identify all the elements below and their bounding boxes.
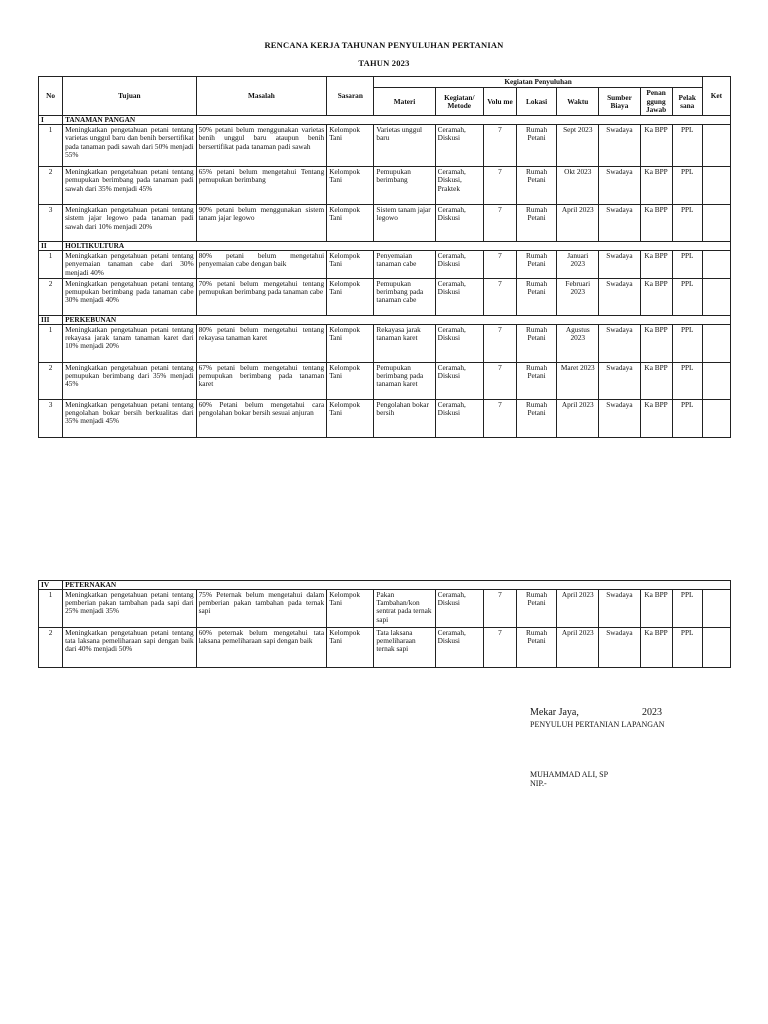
row-number: 2 [39, 167, 63, 205]
header-volume: Volu me [483, 88, 516, 116]
sasaran-cell: Kelompok Tani [327, 399, 374, 437]
header-masalah: Masalah [196, 77, 327, 116]
waktu-cell: April 2023 [557, 628, 599, 668]
table-row [39, 362, 731, 399]
masalah-cell: 90% petani belum menggunakan sistem tanam jajar legowo [196, 205, 327, 242]
masalah-cell: 60% Petani belum mengetahui cara pengolahan bokar bersih sesuai anjuran [196, 399, 327, 437]
pelaksana-cell: PPL [672, 251, 702, 279]
materi-cell: Pemupukan berimbang pada tanaman karet [374, 362, 435, 399]
penanggung-jawab-cell: Ka BPP [640, 399, 672, 437]
signature-role: PENYULUH PERTANIAN LAPANGAN [530, 720, 665, 729]
waktu-cell: Sept 2023 [557, 125, 599, 167]
metode-cell: Ceramah, Diskusi [435, 628, 483, 668]
sasaran-cell: Kelompok Tani [327, 362, 374, 399]
metode-cell: Ceramah, Diskusi [435, 324, 483, 362]
tujuan-cell: Meningkatkan pengetahuan petani tentang pemupukan berimbang dari 35% menjadi 45% [63, 362, 197, 399]
volume-cell: 7 [483, 362, 516, 399]
masalah-cell: 50% petani belum menggunakan varietas benih unggul baru ataupun benih bersertifikat pada tanaman padi sawah [196, 125, 327, 167]
sumber-biaya-cell: Swadaya [599, 278, 640, 315]
pelaksana-cell: PPL [672, 125, 702, 167]
metode-cell: Ceramah, Diskusi [435, 251, 483, 279]
table-row [39, 205, 731, 242]
penanggung-jawab-cell: Ka BPP [640, 251, 672, 279]
header-metode: Kegiatan/ Metode [435, 88, 483, 116]
materi-cell: Pakan Tambahan/kon sentrat pada ternak sapi [374, 590, 435, 628]
volume-cell: 7 [483, 399, 516, 437]
row-number: 2 [39, 362, 63, 399]
table-row [39, 125, 731, 167]
masalah-cell: 70% petani belum mengetahui tentang pemupukan berimbang pada tanaman cabe [196, 278, 327, 315]
volume-cell: 7 [483, 205, 516, 242]
lokasi-cell: Rumah Petani [517, 399, 557, 437]
header-penanggung-jawab: Penan ggung Jawab [640, 88, 672, 116]
header-tujuan: Tujuan [63, 77, 197, 116]
section-number: II [39, 242, 63, 251]
section-number: I [39, 116, 63, 125]
ket-cell [702, 324, 730, 362]
header-no: No [39, 77, 63, 116]
volume-cell: 7 [483, 590, 516, 628]
sasaran-cell: Kelompok Tani [327, 125, 374, 167]
ket-cell [702, 399, 730, 437]
waktu-cell: Agustus 2023 [557, 324, 599, 362]
masalah-cell: 80% petani belum mengetahui penyemaian cabe dengan baik [196, 251, 327, 279]
signature-place: Mekar Jaya, [530, 707, 579, 718]
table-row [39, 590, 731, 628]
row-number: 3 [39, 205, 63, 242]
volume-cell: 7 [483, 167, 516, 205]
header-kegiatan-penyuluhan: Kegiatan Penyuluhan [374, 77, 702, 88]
pelaksana-cell: PPL [672, 167, 702, 205]
waktu-cell: April 2023 [557, 399, 599, 437]
section-row [39, 315, 731, 324]
signature-name: MUHAMMAD ALI, SP [530, 770, 609, 779]
signature-nip: NIP.- [530, 779, 547, 788]
ket-cell [702, 125, 730, 167]
ket-cell [702, 590, 730, 628]
metode-cell: Ceramah, Diskusi [435, 125, 483, 167]
table-row [39, 278, 731, 315]
row-number: 3 [39, 399, 63, 437]
row-number: 1 [39, 324, 63, 362]
row-number: 2 [39, 628, 63, 668]
document-year: TAHUN 2023 [358, 58, 410, 68]
pelaksana-cell: PPL [672, 399, 702, 437]
table-row [39, 167, 731, 205]
sumber-biaya-cell: Swadaya [599, 362, 640, 399]
metode-cell: Ceramah, Diskusi [435, 362, 483, 399]
masalah-cell: 80% petani belum mengetahui tentang rekayasa tanaman karet [196, 324, 327, 362]
materi-cell: Tata laksana pemeliharaan ternak sapi [374, 628, 435, 668]
lokasi-cell: Rumah Petani [517, 324, 557, 362]
materi-cell: Pengolahan bokar bersih [374, 399, 435, 437]
penanggung-jawab-cell: Ka BPP [640, 590, 672, 628]
table-row [39, 324, 731, 362]
metode-cell: Ceramah, Diskusi [435, 278, 483, 315]
penanggung-jawab-cell: Ka BPP [640, 324, 672, 362]
sumber-biaya-cell: Swadaya [599, 125, 640, 167]
lokasi-cell: Rumah Petani [517, 278, 557, 315]
materi-cell: Pemupukan berimbang [374, 167, 435, 205]
tujuan-cell: Meningkatkan pengetahuan petani tentang pemupukan berimbang pada tanaman cabe 30% menjadi 40% [63, 278, 197, 315]
waktu-cell: Okt 2023 [557, 167, 599, 205]
penanggung-jawab-cell: Ka BPP [640, 362, 672, 399]
header-sumber-biaya: Sumber Biaya [599, 88, 640, 116]
penanggung-jawab-cell: Ka BPP [640, 205, 672, 242]
sasaran-cell: Kelompok Tani [327, 590, 374, 628]
section-name: PERKEBUNAN [63, 315, 731, 324]
pelaksana-cell: PPL [672, 590, 702, 628]
pelaksana-cell: PPL [672, 278, 702, 315]
volume-cell: 7 [483, 125, 516, 167]
tujuan-cell: Meningkatkan pengetahuan petani tentang pengolahan bokar bersih berkualitas dari 35% menjadi 45% [63, 399, 197, 437]
metode-cell: Ceramah, Diskusi [435, 399, 483, 437]
masalah-cell: 60% peternak belum mengetahui tata laksana pemeliharaan sapi dengan baik [196, 628, 327, 668]
row-number: 1 [39, 590, 63, 628]
metode-cell: Ceramah, Diskusi [435, 205, 483, 242]
sumber-biaya-cell: Swadaya [599, 167, 640, 205]
header-waktu: Waktu [557, 88, 599, 116]
metode-cell: Ceramah, Diskusi [435, 590, 483, 628]
volume-cell: 7 [483, 324, 516, 362]
materi-cell: Rekayasa jarak tanaman karet [374, 324, 435, 362]
lokasi-cell: Rumah Petani [517, 205, 557, 242]
pelaksana-cell: PPL [672, 205, 702, 242]
sasaran-cell: Kelompok Tani [327, 628, 374, 668]
penanggung-jawab-cell: Ka BPP [640, 628, 672, 668]
header-ket: Ket [702, 77, 730, 116]
section-row [39, 581, 731, 590]
sasaran-cell: Kelompok Tani [327, 324, 374, 362]
masalah-cell: 67% petani belum mengetahui tentang pemupukan berimbang pada tanaman karet [196, 362, 327, 399]
sasaran-cell: Kelompok Tani [327, 251, 374, 279]
section-row [39, 242, 731, 251]
ket-cell [702, 278, 730, 315]
sumber-biaya-cell: Swadaya [599, 399, 640, 437]
sumber-biaya-cell: Swadaya [599, 628, 640, 668]
work-plan-table-continued [38, 580, 731, 668]
work-plan-table [38, 76, 731, 438]
tujuan-cell: Meningkatkan pengetahuan petani tentang tata laksana pemeliharaan sapi dengan baik dari 40% menjadi 50% [63, 628, 197, 668]
pelaksana-cell: PPL [672, 362, 702, 399]
sasaran-cell: Kelompok Tani [327, 167, 374, 205]
lokasi-cell: Rumah Petani [517, 362, 557, 399]
volume-cell: 7 [483, 278, 516, 315]
section-name: PETERNAKAN [63, 581, 731, 590]
section-name: HOLTIKULTURA [63, 242, 731, 251]
header-lokasi: Lokasi [517, 88, 557, 116]
metode-cell: Ceramah, Diskusi, Praktek [435, 167, 483, 205]
lokasi-cell: Rumah Petani [516, 628, 556, 668]
header-materi: Materi [374, 88, 435, 116]
tujuan-cell: Meningkatkan pengetahuan petani tentang pemupukan berimbang pada tanaman padi sawah dari 35% menjadi 45% [63, 167, 197, 205]
pelaksana-cell: PPL [672, 628, 702, 668]
tujuan-cell: Meningkatkan pengetahuan petani tentang varietas unggul baru dan benih bersertifikat pada tanaman padi sawah dari 50% menjadi 55% [63, 125, 197, 167]
document-title: RENCANA KERJA TAHUNAN PENYULUHAN PERTANIAN [264, 40, 504, 50]
section-number: III [39, 315, 63, 324]
materi-cell: Penyemaian tanaman cabe [374, 251, 435, 279]
table-row [39, 628, 731, 668]
ket-cell [702, 167, 730, 205]
volume-cell: 7 [483, 251, 516, 279]
pelaksana-cell: PPL [672, 324, 702, 362]
materi-cell: Pemupukan berimbang pada tanaman cabe [374, 278, 435, 315]
materi-cell: Sistem tanam jajar legowo [374, 205, 435, 242]
table-row [39, 399, 731, 437]
sasaran-cell: Kelompok Tani [327, 205, 374, 242]
sumber-biaya-cell: Swadaya [599, 251, 640, 279]
signature-year: 2023 [642, 707, 662, 718]
materi-cell: Varietas unggul baru [374, 125, 435, 167]
lokasi-cell: Rumah Petani [517, 167, 557, 205]
penanggung-jawab-cell: Ka BPP [640, 167, 672, 205]
waktu-cell: Maret 2023 [557, 362, 599, 399]
tujuan-cell: Meningkatkan pengetahuan petani tentang pemberian pakan tambahan pada sapi dari 25% menjadi 35% [63, 590, 197, 628]
waktu-cell: April 2023 [557, 205, 599, 242]
masalah-cell: 65% petani belum mengetahui Tentang pemupukan berimbang [196, 167, 327, 205]
waktu-cell: April 2023 [557, 590, 599, 628]
row-number: 1 [39, 125, 63, 167]
section-number: IV [39, 581, 63, 590]
volume-cell: 7 [483, 628, 516, 668]
penanggung-jawab-cell: Ka BPP [640, 278, 672, 315]
sasaran-cell: Kelompok Tani [327, 278, 374, 315]
section-row [39, 116, 731, 125]
waktu-cell: Februari 2023 [557, 278, 599, 315]
penanggung-jawab-cell: Ka BPP [640, 125, 672, 167]
tujuan-cell: Meningkatkan pengetahuan petani tentang rekayasa jarak tanam tanaman karet dari 10% menjadi 20% [63, 324, 197, 362]
lokasi-cell: Rumah Petani [517, 251, 557, 279]
sumber-biaya-cell: Swadaya [599, 205, 640, 242]
row-number: 1 [39, 251, 63, 279]
header-sasaran: Sasaran [327, 77, 374, 116]
masalah-cell: 75% Peternak belum mengetahui dalam pemberian pakan tambahan pada ternak sapi [196, 590, 327, 628]
ket-cell [702, 251, 730, 279]
header-pelaksana: Pelak sana [672, 88, 702, 116]
tujuan-cell: Meningkatkan pengetahuan petani tentang sistem jajar legowo pada tanaman padi sawah dari 10% menjadi 20% [63, 205, 197, 242]
section-name: TANAMAN PANGAN [63, 116, 731, 125]
table-row [39, 251, 731, 279]
lokasi-cell: Rumah Petani [517, 125, 557, 167]
sumber-biaya-cell: Swadaya [599, 324, 640, 362]
sumber-biaya-cell: Swadaya [599, 590, 640, 628]
ket-cell [702, 628, 730, 668]
lokasi-cell: Rumah Petani [516, 590, 556, 628]
tujuan-cell: Meningkatkan pengetahuan petani tentang penyemaian tanaman cabe dari 30% menjadi 40% [63, 251, 197, 279]
row-number: 2 [39, 278, 63, 315]
waktu-cell: Januari 2023 [557, 251, 599, 279]
ket-cell [702, 205, 730, 242]
ket-cell [702, 362, 730, 399]
